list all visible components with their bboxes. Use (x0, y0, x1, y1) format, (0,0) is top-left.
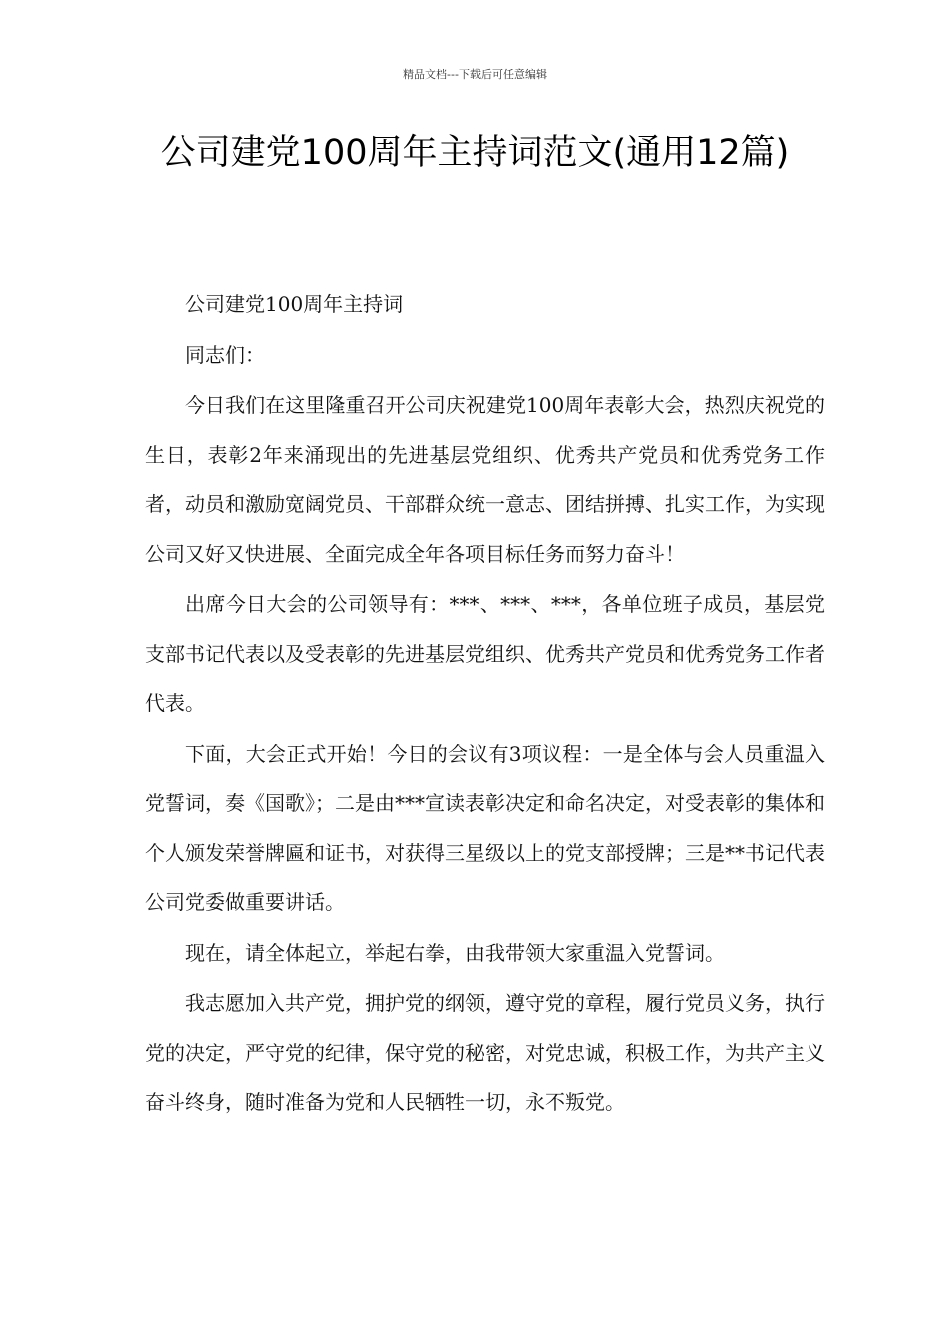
body-paragraph: 下面，大会正式开始！今日的会议有3项议程：一是全体与会人员重温入党誓词，奏《国歌》；二是由***宣读表彰决定和命名决定，对受表彰的集体和个人颁发荣誉牌匾和证书，对获得三星级以上的党支部授牌；三是**书记代表公司党委做重要讲话。 (145, 741, 825, 914)
document-body (145, 280, 825, 1129)
body-paragraph: 现在，请全体起立，举起右拳，由我带领大家重温入党誓词。 (185, 940, 725, 965)
oath-paragraph: 我志愿加入共产党，拥护党的纲领，遵守党的章程，履行党员义务，执行党的决定，严守党的纪律，保守党的秘密，对党忠诚，积极工作，为共产主义奋斗终身，随时准备为党和人民牺牲一切，永不叛党。 (145, 991, 825, 1114)
subtitle-paragraph: 公司建党100周年主持词 (185, 292, 404, 316)
document-title: 公司建党100周年主持词范文(通用12篇) (160, 133, 790, 173)
salutation-paragraph: 同志们： (185, 342, 265, 367)
header-note: 精品文档---下载后可任意编辑 (403, 68, 547, 81)
body-paragraph: 今日我们在这里隆重召开公司庆祝建党100周年表彰大会，热烈庆祝党的生日，表彰2年来涌现出的先进基层党组织、优秀共产党员和优秀党务工作者，动员和激励宽阔党员、干部群众统一意志、团结拼搏、扎实工作，为实现公司又好又快进展、全面完成全年各项目标任务而努力奋斗！ (145, 393, 825, 566)
body-paragraph: 出席今日大会的公司领导有：***、***、***，各单位班子成员，基层党支部书记代表以及受表彰的先进基层党组织、优秀共产党员和优秀党务工作者代表。 (145, 592, 825, 715)
